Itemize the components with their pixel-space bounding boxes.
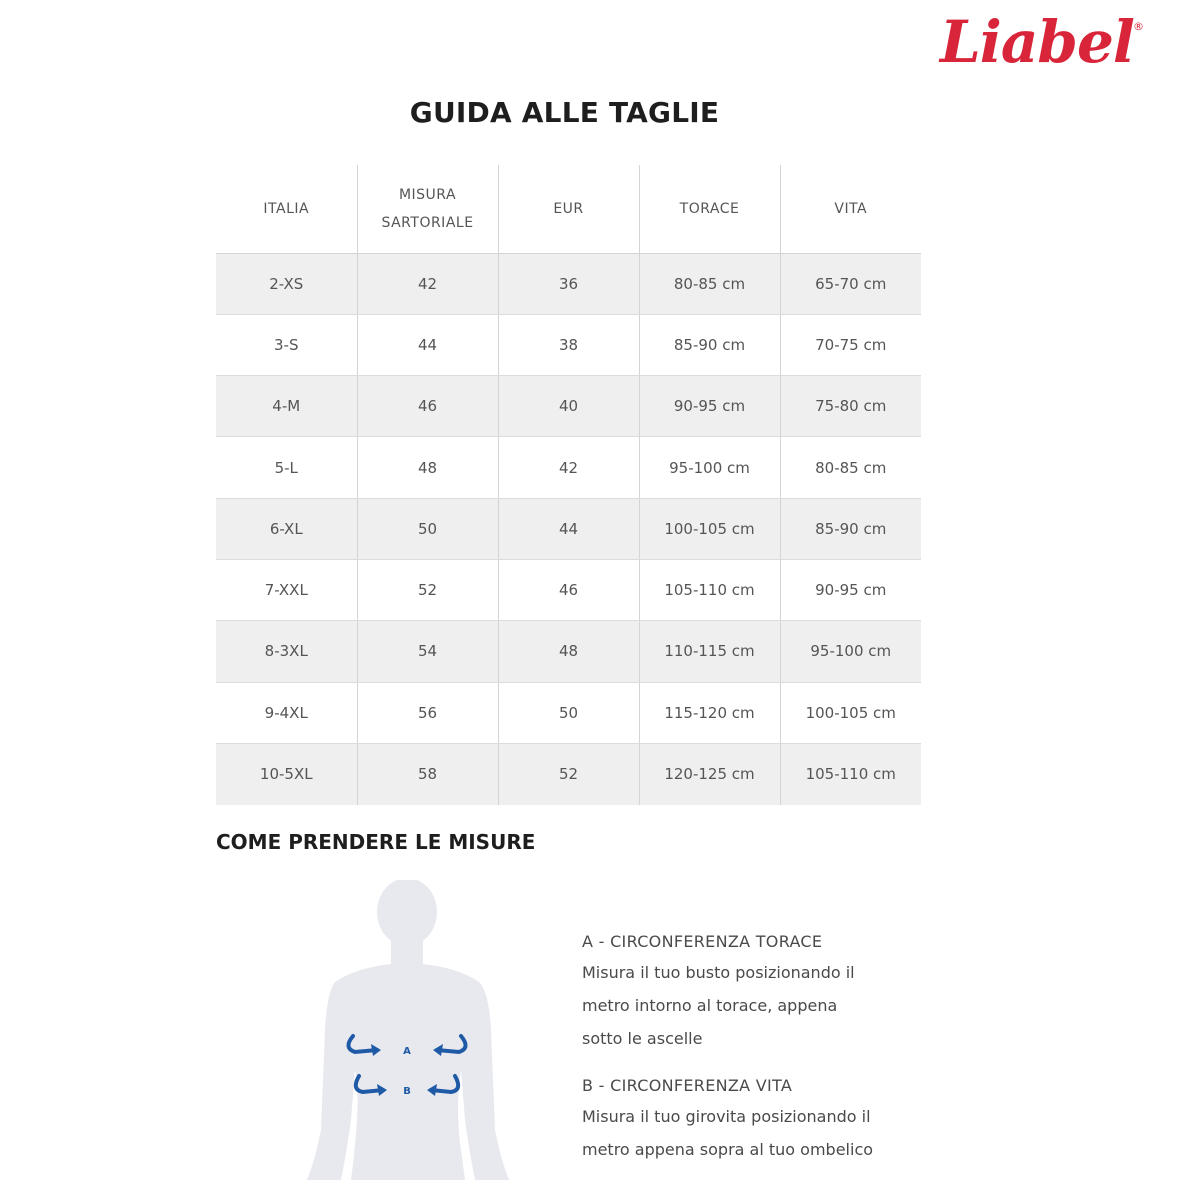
header-misura-sartoriale [357, 165, 498, 253]
cell-torace: 115-120 cm [639, 682, 780, 743]
cell-vita: 70-75 cm [780, 314, 921, 375]
body-silhouette-figure [295, 880, 525, 1190]
cell-eur: 48 [498, 621, 639, 682]
cell-torace: 80-85 cm [639, 253, 780, 314]
table-row [216, 437, 921, 498]
label-b: B [403, 1086, 411, 1097]
cell-misura: 42 [357, 253, 498, 314]
cell-eur: 38 [498, 314, 639, 375]
body-silhouette-icon [295, 880, 525, 1190]
cell-vita: 105-110 cm [780, 743, 921, 804]
table-row [216, 682, 921, 743]
size-chart-table [216, 165, 921, 805]
cell-eur: 42 [498, 437, 639, 498]
table-row [216, 621, 921, 682]
cell-eur: 52 [498, 743, 639, 804]
brand-logo [940, 8, 1150, 84]
cell-misura: 52 [357, 559, 498, 620]
cell-misura: 50 [357, 498, 498, 559]
cell-torace: 85-90 cm [639, 314, 780, 375]
table-row [216, 498, 921, 559]
cell-torace: 110-115 cm [639, 621, 780, 682]
header-italia: ITALIA [216, 165, 357, 253]
cell-eur: 40 [498, 376, 639, 437]
header-torace: TORACE [639, 165, 780, 253]
cell-torace: 105-110 cm [639, 559, 780, 620]
table-row [216, 743, 921, 804]
instruction-chest [582, 928, 912, 1055]
cell-italia: 10-5XL [216, 743, 357, 804]
header-misura-line2: SARTORIALE [381, 214, 474, 231]
table-row [216, 253, 921, 314]
table-row [216, 376, 921, 437]
measurement-instructions [582, 928, 912, 1183]
cell-italia: 2-XS [216, 253, 357, 314]
instruction-text: Misura il tuo girovita posizionando il [582, 1107, 871, 1126]
instruction-text: metro appena sopra al tuo ombelico [582, 1140, 874, 1159]
cell-italia: 4-M [216, 376, 357, 437]
cell-vita: 90-95 cm [780, 559, 921, 620]
instruction-heading: B - CIRCONFERENZA VITA [582, 1076, 793, 1095]
instruction-waist [582, 1072, 912, 1166]
header-misura-line1: MISURA [398, 186, 457, 203]
table-row [216, 559, 921, 620]
registered-mark: ® [1133, 20, 1144, 33]
page-title: GUIDA ALLE TAGLIE [409, 96, 720, 129]
section-title-how-to-measure: COME PRENDERE LE MISURE [216, 830, 536, 854]
cell-eur: 50 [498, 682, 639, 743]
table-row [216, 314, 921, 375]
cell-vita: 100-105 cm [780, 682, 921, 743]
cell-italia: 3-S [216, 314, 357, 375]
header-eur: EUR [498, 165, 639, 253]
cell-torace: 90-95 cm [639, 376, 780, 437]
cell-vita: 75-80 cm [780, 376, 921, 437]
cell-eur: 36 [498, 253, 639, 314]
instruction-text: Misura il tuo busto posizionando il [582, 963, 855, 982]
cell-italia: 7-XXL [216, 559, 357, 620]
cell-misura: 54 [357, 621, 498, 682]
table-header-row [216, 165, 921, 253]
logo-text: Liabel [940, 8, 1134, 76]
cell-misura: 46 [357, 376, 498, 437]
instruction-text: sotto le ascelle [582, 1029, 703, 1048]
cell-eur: 44 [498, 498, 639, 559]
cell-italia: 8-3XL [216, 621, 357, 682]
cell-torace: 120-125 cm [639, 743, 780, 804]
cell-eur: 46 [498, 559, 639, 620]
header-vita: VITA [780, 165, 921, 253]
cell-torace: 95-100 cm [639, 437, 780, 498]
cell-italia: 5-L [216, 437, 357, 498]
cell-misura: 56 [357, 682, 498, 743]
cell-vita: 85-90 cm [780, 498, 921, 559]
cell-vita: 80-85 cm [780, 437, 921, 498]
cell-vita: 95-100 cm [780, 621, 921, 682]
instruction-text: metro intorno al torace, appena [582, 996, 838, 1015]
cell-italia: 6-XL [216, 498, 357, 559]
cell-misura: 48 [357, 437, 498, 498]
instruction-heading: A - CIRCONFERENZA TORACE [582, 932, 823, 951]
cell-vita: 65-70 cm [780, 253, 921, 314]
cell-torace: 100-105 cm [639, 498, 780, 559]
cell-misura: 44 [357, 314, 498, 375]
label-a: A [403, 1046, 411, 1057]
cell-misura: 58 [357, 743, 498, 804]
cell-italia: 9-4XL [216, 682, 357, 743]
